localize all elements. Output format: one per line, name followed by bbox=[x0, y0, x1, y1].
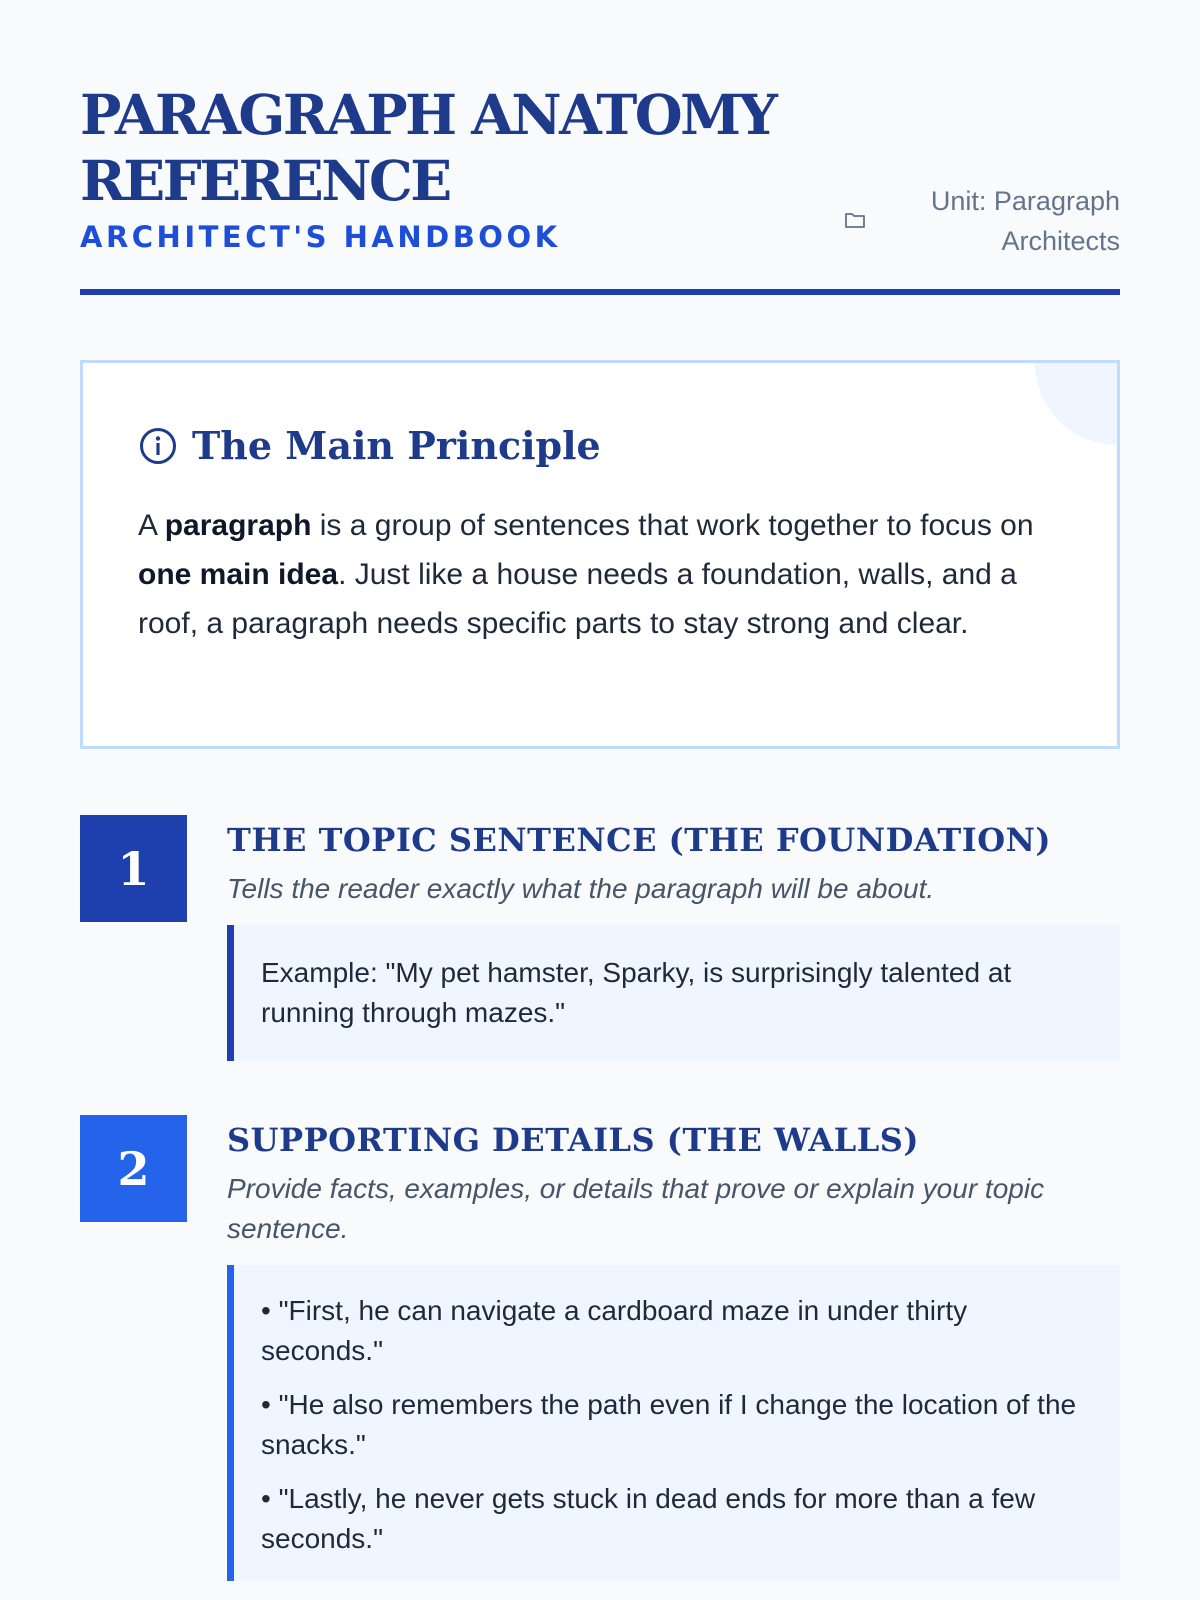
principle-body bbox=[138, 501, 1038, 648]
principle-text: A bbox=[138, 509, 165, 542]
section-title: SUPPORTING DETAILS (THE WALLS) bbox=[227, 1121, 919, 1159]
page-title: PARAGRAPH ANATOMY REFERENCE bbox=[80, 82, 776, 213]
example-box bbox=[227, 1265, 1120, 1581]
unit-label: Unit: Paragraph Architects bbox=[930, 186, 1120, 256]
list-item: • "Lastly, he never gets stuck in dead ends for more than a few seconds." bbox=[261, 1483, 1036, 1554]
principle-bold-term: paragraph bbox=[164, 509, 312, 542]
example-text: Example: "My pet hamster, Sparky, is surprisingly talented at running through mazes." bbox=[261, 957, 1012, 1028]
principle-text: . Just like a house needs a foundation, walls, and a roof, a paragraph needs specific parts to stay strong and clear. bbox=[138, 558, 1017, 640]
principle-card bbox=[80, 360, 1120, 749]
list-item: • "First, he can navigate a cardboard maze in under thirty seconds." bbox=[261, 1295, 968, 1366]
section-number-badge: 1 bbox=[80, 815, 187, 922]
info-icon bbox=[138, 426, 178, 466]
list-item: • "He also remembers the path even if I change the location of the snacks." bbox=[261, 1389, 1077, 1460]
page-subtitle: ARCHITECT'S HANDBOOK bbox=[80, 220, 561, 254]
section-content bbox=[227, 815, 1120, 1061]
principle-header bbox=[138, 423, 601, 468]
folder-icon bbox=[844, 211, 866, 229]
section-description: Provide facts, examples, or details that prove or explain your topic sentence. bbox=[227, 1173, 1045, 1244]
principle-bold-term: one main idea bbox=[138, 558, 339, 591]
section-content bbox=[227, 1115, 1120, 1581]
corner-decoration bbox=[1035, 360, 1120, 445]
page-header bbox=[80, 0, 1120, 295]
section-description: Tells the reader exactly what the paragraph will be about. bbox=[227, 873, 935, 904]
section-number-badge: 2 bbox=[80, 1115, 187, 1222]
principle-title: The Main Principle bbox=[192, 423, 601, 468]
principle-text: is a group of sentences that work together to focus on bbox=[311, 509, 1034, 542]
section-title: THE TOPIC SENTENCE (THE FOUNDATION) bbox=[227, 821, 1051, 859]
example-box bbox=[227, 925, 1120, 1061]
